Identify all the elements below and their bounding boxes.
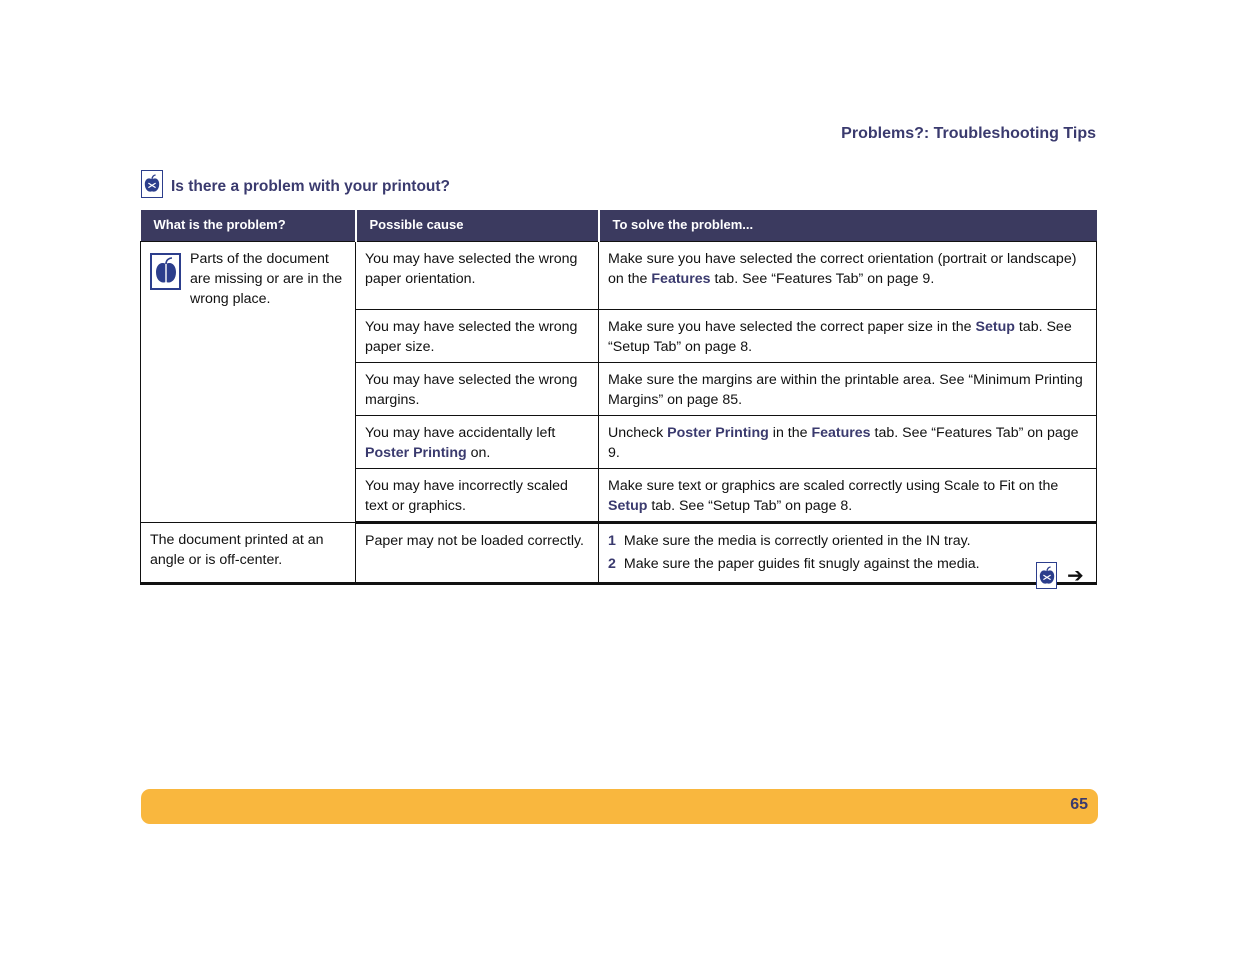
apple-tile-icon — [150, 253, 181, 290]
column-header-cause: Possible cause — [356, 210, 599, 241]
column-header-problem: What is the problem? — [141, 210, 356, 241]
cause-cell: You may have incorrectly scaled text or graphics. — [356, 468, 599, 522]
problem-cell: The document printed at an angle or is off-center. — [141, 522, 356, 583]
solution-text: tab. See “Features Tab” on page 9. — [608, 424, 1079, 461]
solution-cell — [599, 309, 1097, 362]
solution-text: Make sure you have selected the correct paper size in the — [608, 318, 976, 335]
troubleshooting-table — [140, 210, 1097, 585]
solution-text: Uncheck — [608, 424, 668, 441]
solution-text: tab. See “Setup Tab” on page 8. — [647, 497, 853, 514]
step-text: Make sure the media is correctly oriented in the IN tray. — [623, 532, 971, 549]
page-number: 65 — [1070, 796, 1088, 813]
cause-cell: You may have selected the wrong margins. — [356, 362, 599, 415]
footer-bar — [141, 789, 1098, 824]
next-arrow-icon[interactable]: ➔ — [1067, 564, 1084, 587]
solution-cell — [599, 241, 1097, 309]
running-head: Problems?: Troubleshooting Tips — [841, 125, 1096, 142]
solution-cell — [599, 468, 1097, 522]
setup-tab-ref: Setup — [608, 497, 648, 514]
cause-text: on. — [466, 444, 491, 461]
setup-tab-ref: Setup — [975, 318, 1015, 335]
table-row — [141, 522, 1097, 583]
column-header-solution: To solve the problem... — [599, 210, 1097, 241]
page-navigation — [1036, 562, 1084, 589]
solution-text: Make sure you have selected the correct orientation (portrait or landscape) on the — [608, 250, 1077, 287]
solution-text: tab. See “Setup Tab” on page 8. — [608, 318, 1072, 355]
solution-text: in the — [768, 424, 812, 441]
step-number: 2 — [608, 555, 616, 572]
solution-step — [608, 554, 1088, 574]
table-row — [141, 241, 1097, 309]
solution-cell — [599, 415, 1097, 468]
apple-icon — [141, 170, 163, 198]
apple-icon[interactable] — [1036, 562, 1057, 589]
table-header-row — [141, 210, 1097, 241]
step-text: Make sure the paper guides fit snugly against the media. — [623, 555, 980, 572]
features-tab-ref: Features — [811, 424, 871, 441]
cause-cell: Paper may not be loaded correctly. — [356, 522, 599, 583]
solution-step — [608, 531, 1088, 551]
solution-text: Make sure text or graphics are scaled correctly using Scale to Fit on the — [608, 477, 1059, 494]
solution-text: tab. See “Features Tab” on page 9. — [710, 270, 935, 287]
cause-text: You may have accidentally left — [365, 424, 556, 441]
solution-cell — [599, 522, 1097, 583]
solution-cell: Make sure the margins are within the printable area. See “Minimum Printing Margins” on page 85. — [599, 362, 1097, 415]
step-number: 1 — [608, 532, 616, 549]
section-heading — [141, 166, 450, 198]
problem-text: Parts of the document are missing or are in the wrong place. — [190, 250, 343, 307]
problem-cell — [141, 241, 356, 522]
section-title: Is there a problem with your printout? — [171, 178, 451, 195]
poster-printing-ref: Poster Printing — [667, 424, 769, 441]
poster-printing-ref: Poster Printing — [365, 444, 467, 461]
cause-cell: You may have selected the wrong paper size. — [356, 309, 599, 362]
features-tab-ref: Features — [651, 270, 711, 287]
cause-cell — [356, 415, 599, 468]
cause-cell: You may have selected the wrong paper orientation. — [356, 241, 599, 309]
